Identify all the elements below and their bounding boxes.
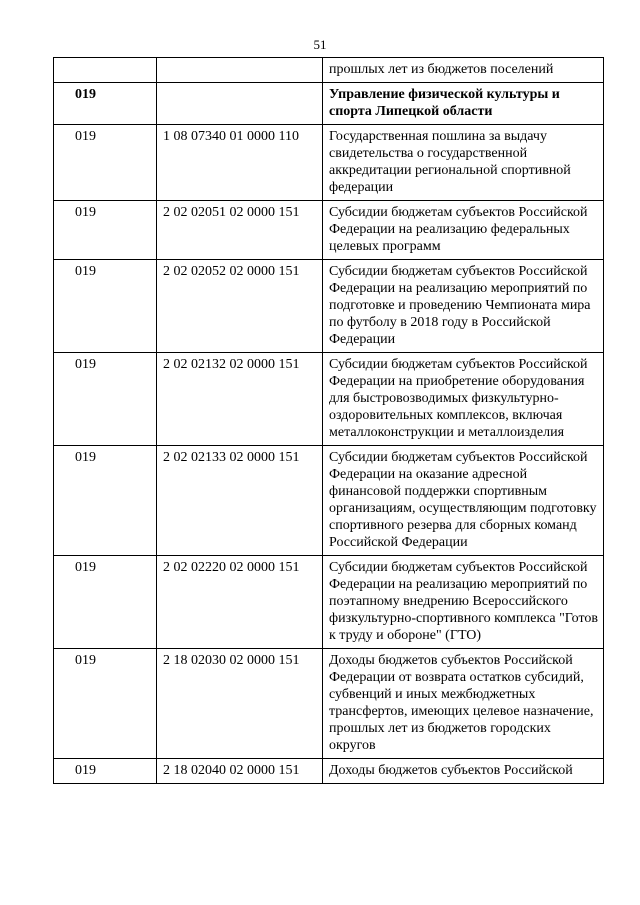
budget-code-cell: 2 02 02133 02 0000 151 [157, 446, 323, 556]
admin-code-cell: 019 [54, 201, 157, 260]
revenue-name-cell: Субсидии бюджетам субъектов Российской Федерации на реализацию федеральных целевых программ [323, 201, 604, 260]
budget-code-cell: 2 18 02030 02 0000 151 [157, 649, 323, 759]
admin-code-cell: 019 [54, 759, 157, 784]
budget-code-cell: 2 18 02040 02 0000 151 [157, 759, 323, 784]
revenue-name-cell: Субсидии бюджетам субъектов Российской Федерации на приобретение оборудования для быстровозводимых физкультурно-оздоровительных комплексов, включая металлоконструкции и металлоизделия [323, 353, 604, 446]
table-row [54, 446, 604, 556]
revenue-name-cell: Управление физической культуры и спорта Липецкой области [323, 83, 604, 125]
admin-code-cell: 019 [54, 353, 157, 446]
budget-code-cell: 1 08 07340 01 0000 110 [157, 125, 323, 201]
budget-code-cell [157, 58, 323, 83]
table-row [54, 353, 604, 446]
table-row [54, 58, 604, 83]
table-row [54, 556, 604, 649]
revenue-codes-table [53, 57, 604, 784]
admin-code-cell: 019 [54, 446, 157, 556]
table-row [54, 83, 604, 125]
table-row [54, 649, 604, 759]
table-row [54, 201, 604, 260]
table-row [54, 260, 604, 353]
revenue-name-cell: Доходы бюджетов субъектов Российской [323, 759, 604, 784]
budget-code-cell: 2 02 02052 02 0000 151 [157, 260, 323, 353]
admin-code-cell: 019 [54, 260, 157, 353]
page-number: 51 [313, 37, 327, 52]
revenue-name-cell: Государственная пошлина за выдачу свидетельства о государственной аккредитации региональной спортивной федерации [323, 125, 604, 201]
table-row [54, 759, 604, 784]
budget-code-cell: 2 02 02220 02 0000 151 [157, 556, 323, 649]
revenue-name-cell: Субсидии бюджетам субъектов Российской Федерации на оказание адресной финансовой поддержки спортивным организациям, осуществляющим подготовку спортивного резерва для сборных команд Российской Федерации [323, 446, 604, 556]
admin-code-cell [54, 58, 157, 83]
budget-code-cell [157, 83, 323, 125]
admin-code-cell: 019 [54, 83, 157, 125]
revenue-name-cell: прошлых лет из бюджетов поселений [323, 58, 604, 83]
revenue-name-cell: Субсидии бюджетам субъектов Российской Федерации на реализацию мероприятий по подготовке и проведению Чемпионата мира по футболу в 2018 году в Российской Федерации [323, 260, 604, 353]
admin-code-cell: 019 [54, 649, 157, 759]
revenue-name-cell: Доходы бюджетов субъектов Российской Федерации от возврата остатков субсидий, субвенций и иных межбюджетных трансфертов, имеющих целевое назначение, прошлых лет из бюджетов городских округов [323, 649, 604, 759]
admin-code-cell: 019 [54, 125, 157, 201]
budget-code-cell: 2 02 02132 02 0000 151 [157, 353, 323, 446]
revenue-name-cell: Субсидии бюджетам субъектов Российской Федерации на реализацию мероприятий по поэтапному внедрению Всероссийского физкультурно-спортивного комплекса "Готов к труду и обороне" (ГТО) [323, 556, 604, 649]
table-row [54, 125, 604, 201]
admin-code-cell: 019 [54, 556, 157, 649]
budget-code-cell: 2 02 02051 02 0000 151 [157, 201, 323, 260]
table-body [54, 58, 604, 784]
